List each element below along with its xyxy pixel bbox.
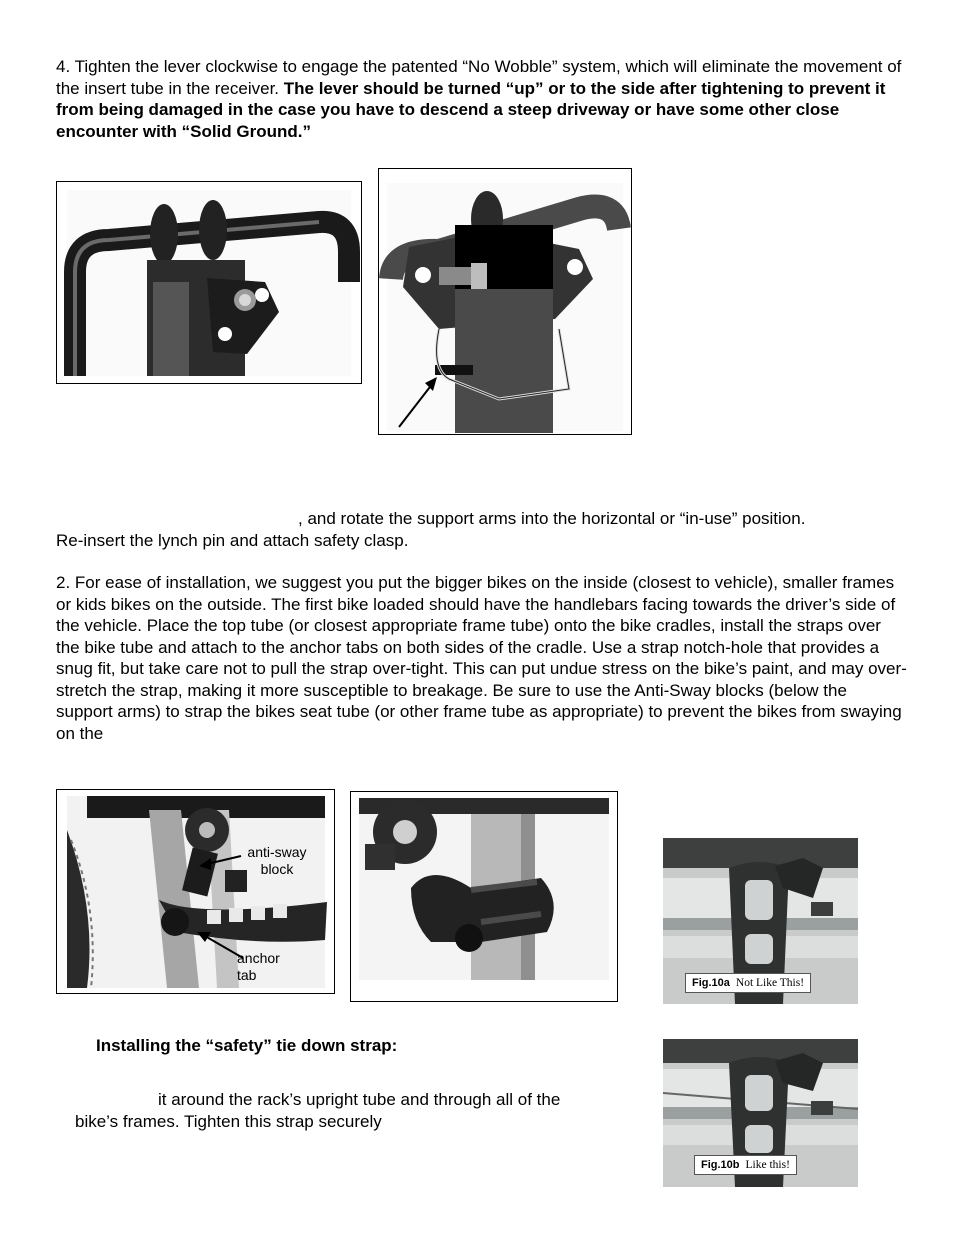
step1-line1: , and rotate the support arms into the horizontal or “in-use” position. xyxy=(298,509,806,528)
fig10a-caption-text: Not Like This! xyxy=(735,977,805,989)
anchor-tab-label-line2: tab xyxy=(237,967,257,983)
safety-strap-line1: it around the rack’s upright tube and through all of the xyxy=(158,1090,561,1109)
anchor-tab-label xyxy=(237,950,293,984)
step2-paragraph: 2. For ease of installation, we suggest you put the bigger bikes on the inside (closest to vehicle), smaller frames or kids bikes on the outside. The first bike loaded should have the handlebars facing towards the driver’s side of the vehicle. Place the top tube (or closest appropriate frame tube) onto the bike cradles, install the straps over the bike tube and attach to the anchor tabs on both sides of the cradle. Use a strap notch-hole that provides a snug fit, but take care not to pull the strap over-tight. This can put undue stress on the bike’s paint, and may over-stretch the strap, making it more susceptible to breakage. Be sure to use the Anti-Sway blocks (below the support arms) to strap the bikes seat tube (or other frame tube as appropriate) to prevent the bikes from swaying on the xyxy=(56,573,907,743)
fig10a-photo xyxy=(663,838,858,1004)
anti-sway-label-line1: anti-sway xyxy=(247,844,307,860)
strap-closeup-photo xyxy=(350,791,618,1002)
fig10a-number: Fig.10a xyxy=(692,977,730,989)
fig10b-caption-text: Like this! xyxy=(745,1159,790,1171)
step4-paragraph xyxy=(56,56,906,142)
safety-strap-line2: bike’s frames. Tighten this strap securely xyxy=(75,1112,382,1131)
safety-strap-heading: Installing the “safety” tie down strap: xyxy=(96,1036,398,1055)
hitch-lever-photo xyxy=(56,181,362,384)
step4-text: 4. Tighten the lever clockwise to engage the patented “No Wobble” system, which will eliminate the movement of the insert tube in the receiver. xyxy=(56,57,902,98)
anti-sway-label-line2: block xyxy=(260,861,294,877)
anchor-tab-label-line1: anchor xyxy=(237,950,280,966)
anti-sway-label xyxy=(237,844,317,878)
fig10a-caption xyxy=(685,973,811,993)
anti-sway-photo xyxy=(56,789,335,994)
fig10b-caption xyxy=(694,1155,797,1175)
step4-warning: The lever should be turned “up” or to the side after tightening to prevent it from being damaged in the case you have to descend a steep driveway or have some other close encounter with “Solid Ground.” xyxy=(56,78,886,141)
step1-line2: Re-insert the lynch pin and attach safety clasp. xyxy=(56,531,409,550)
fig10b-photo xyxy=(663,1039,858,1187)
fig10b-number: Fig.10b xyxy=(701,1159,740,1171)
lynch-pin-photo xyxy=(378,168,632,435)
